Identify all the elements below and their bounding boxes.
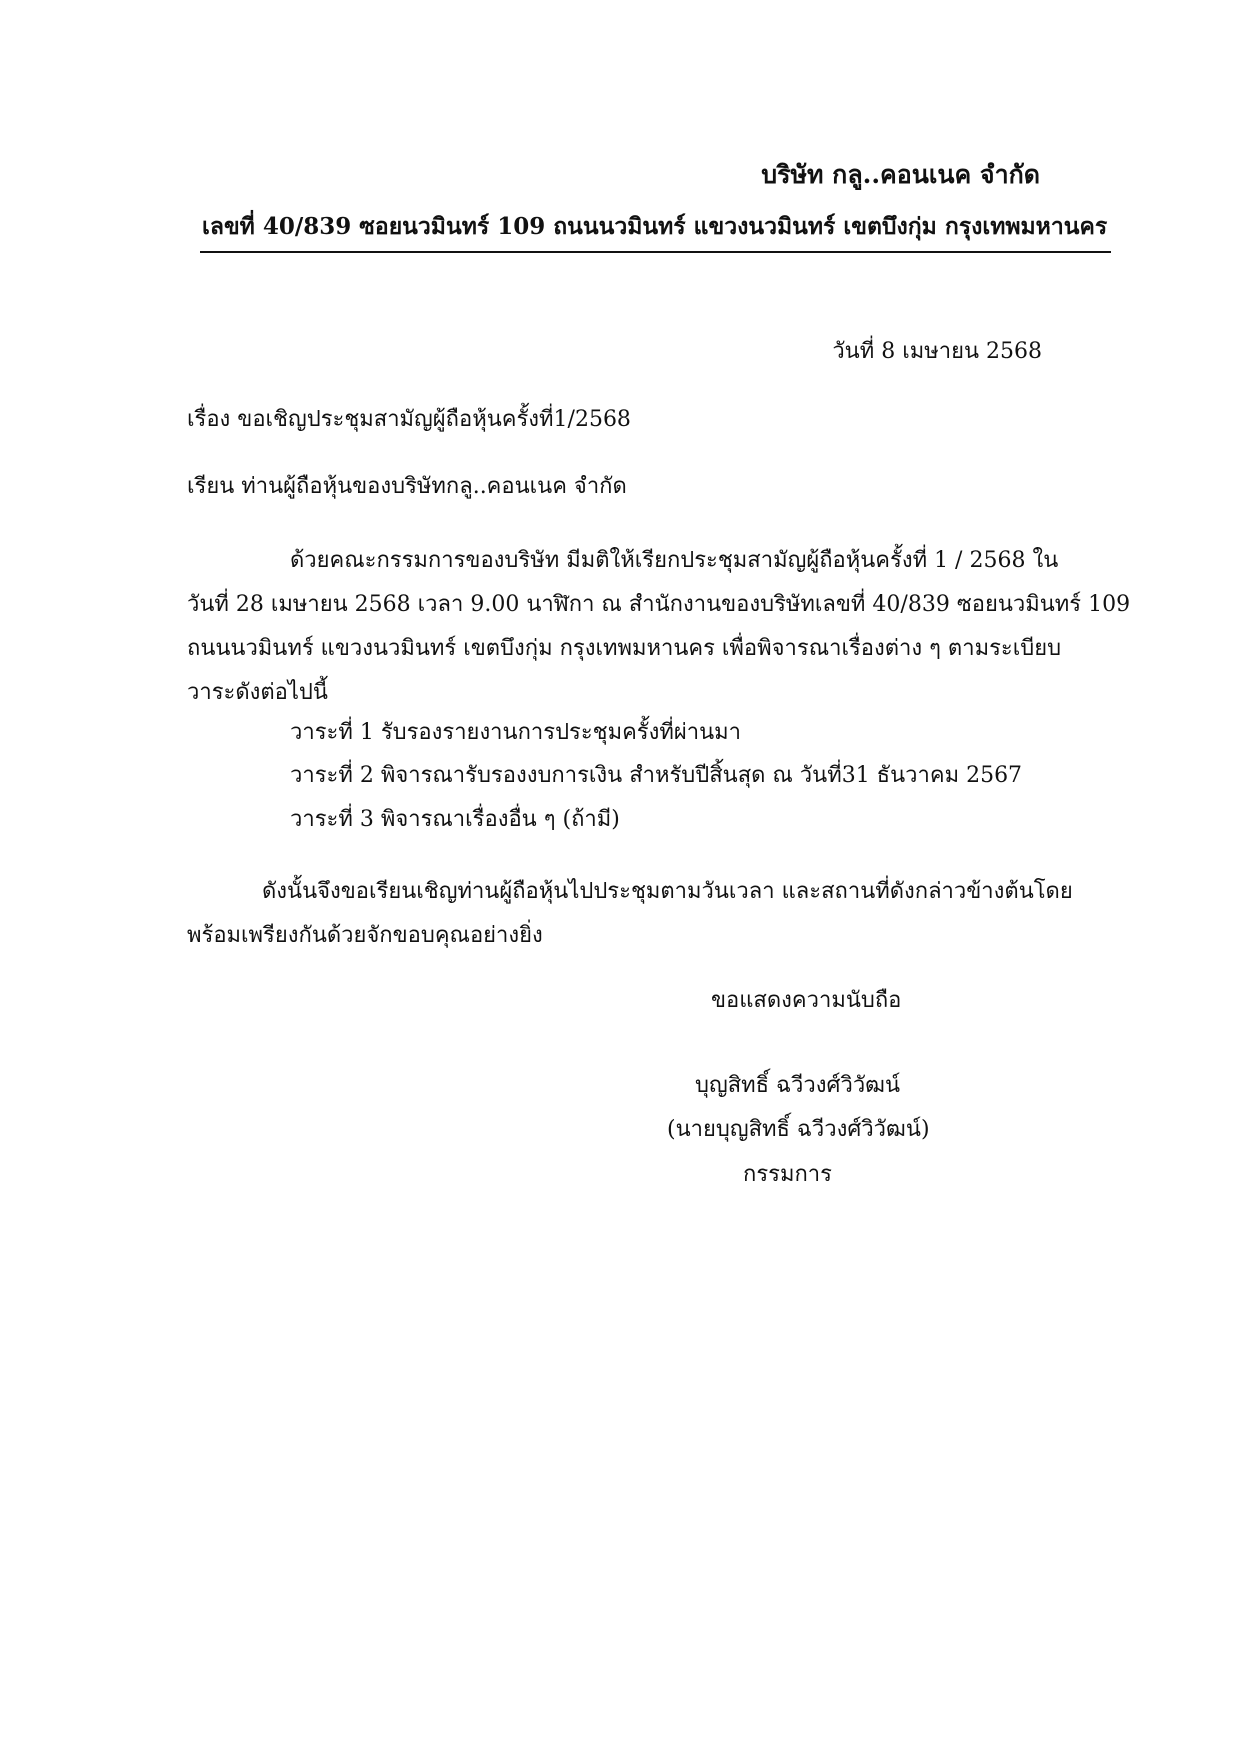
closing-line: ดังนั้นจึงขอเรียนเชิญท่านผู้ถือหุ้นไปประชุมตามวันเวลา และสถานที่ดังกล่าวข้างต้นโดย [262, 879, 1073, 904]
closing-paragraph [187, 870, 1073, 958]
body-line: ถนนนวมินทร์ แขวงนวมินทร์ เขตบึงกุ่ม กรุงเทพมหานคร เพื่อพิจารณาเรื่องต่าง ๆ ตามระเบียบ [187, 636, 1062, 661]
header-divider [200, 251, 1111, 253]
letter-subject: เรื่อง ขอเชิญประชุมสามัญผู้ถือหุ้นครั้งที่1/2568 [187, 407, 631, 432]
signature-name: บุญสิทธิ์ ฉวีวงศ์วิวัฒน์ [695, 1073, 901, 1098]
closing-line: พร้อมเพรียงกันด้วยจักขอบคุณอย่างยิ่ง [187, 923, 543, 948]
body-line: วันที่ 28 เมษายน 2568 เวลา 9.00 นาฬิกา ณ สำนักงานของบริษัทเลขที่ 40/839 ซอยนวมินทร์ 109 [187, 592, 1131, 617]
closing-regards: ขอแสดงความนับถือ [711, 988, 902, 1013]
body-line: ด้วยคณะกรรมการของบริษัท มีมติให้เรียกประชุมสามัญผู้ถือหุ้นครั้งที่ 1 / 2568 ใน [290, 548, 1059, 573]
signature-title: กรรมการ [743, 1162, 832, 1187]
agenda-item: วาระที่ 1 รับรองรายงานการประชุมครั้งที่ผ่านมา [290, 720, 742, 745]
signature-full-name: (นายบุญสิทธิ์ ฉวีวงศ์วิวัฒน์) [667, 1117, 930, 1142]
body-paragraph [187, 539, 1131, 715]
agenda-item: วาระที่ 3 พิจารณาเรื่องอื่น ๆ (ถ้ามี) [290, 807, 620, 832]
company-address: เลขที่ 40/839 ซอยนวมินทร์ 109 ถนนนวมินทร์ แขวงนวมินทร์ เขตบึงกุ่ม กรุงเทพมหานคร [202, 213, 1108, 240]
letter-date: วันที่ 8 เมษายน 2568 [832, 339, 1042, 364]
body-line: วาระดังต่อไปนี้ [187, 680, 328, 705]
letter-salutation: เรียน ท่านผู้ถือหุ้นของบริษัทกลู..คอนเนค จำกัด [187, 474, 627, 499]
agenda-item: วาระที่ 2 พิจารณารับรองงบการเงิน สำหรับปีสิ้นสุด ณ วันที่31 ธันวาคม 2567 [290, 763, 1023, 788]
company-name: บริษัท กลู..คอนเนค จำกัด [761, 160, 1040, 189]
